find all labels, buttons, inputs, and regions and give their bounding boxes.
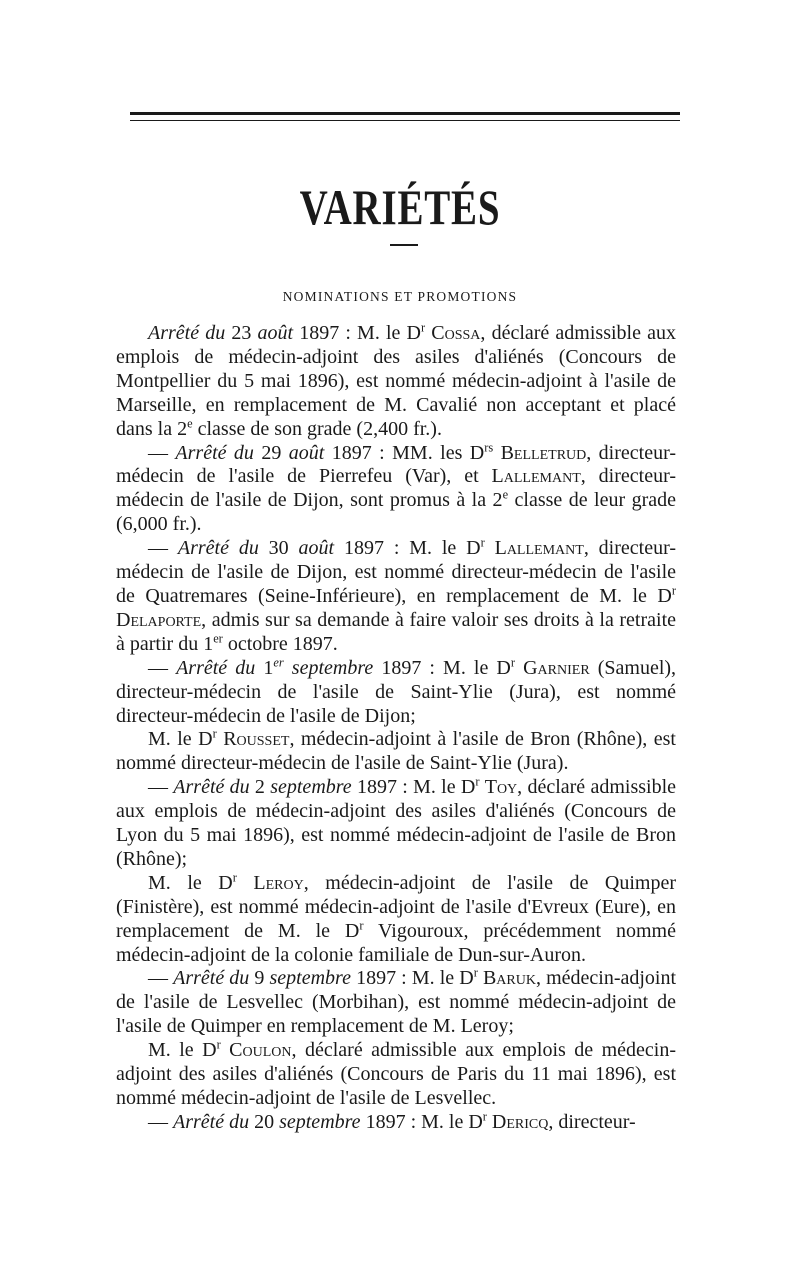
text-segment: r	[473, 965, 478, 980]
text-segment: classe de leur grade (6,000 fr.).	[116, 489, 676, 536]
text-segment: —	[148, 1110, 173, 1133]
person-name: Belletrud	[500, 441, 587, 464]
person-name: Cossa	[431, 322, 481, 344]
person-name: Lallemant	[494, 537, 584, 560]
person-name: Dericq	[491, 1110, 549, 1133]
text-segment: 1897 : MM. les D	[324, 441, 485, 464]
text-segment: , déclaré admissible aux emplois de médecin-adjoint des asiles d'aliénés (Concours de Paris du 11 mai 1896), est nommé médecin-adjoint de l'asile de Lesvellec.	[116, 1039, 676, 1109]
paragraph	[116, 728, 676, 776]
text-segment: 29	[253, 441, 289, 464]
decree-date-text: Arrêté du	[177, 537, 259, 560]
text-segment: , directeur-médecin de l'asile de Dijon, sont promus à la 2	[116, 465, 676, 512]
text-segment: r	[510, 655, 516, 670]
top-rule-thick	[130, 112, 680, 115]
text-segment: r	[359, 918, 364, 932]
paragraph	[116, 967, 676, 1039]
text-segment: 2	[249, 776, 271, 799]
paragraph	[116, 537, 676, 657]
text-segment: 1897 : M. le D	[350, 967, 474, 990]
text-segment: 1897 : M. le D	[373, 656, 511, 679]
text-segment: r	[475, 774, 480, 789]
text-segment: rs	[484, 439, 494, 454]
paragraph	[116, 657, 676, 729]
text-segment: —	[148, 656, 177, 679]
text-segment: , admis sur sa demande à faire valoir ses droits à la retraite à partir du 1	[116, 608, 676, 655]
person-name: Baruk	[482, 967, 536, 990]
paragraph	[116, 1039, 676, 1111]
text-segment: —	[148, 537, 178, 560]
person-name: Delaporte	[116, 608, 202, 631]
decree-date-text: août	[288, 441, 325, 464]
text-segment: , directeur-médecin de l'asile de Dijon, est nommé directeur-médecin de l'asile de Quatremares (Seine-Inférieure), en remplacement de M. le D	[116, 537, 676, 607]
section-heading: NOMINATIONS ET PROMOTIONS	[282, 289, 518, 304]
text-segment: (Samuel), directeur-médecin de l'asile de Saint-Ylie (Jura), est nommé directeur-médecin de l'asile de Dijon;	[116, 656, 677, 727]
text-segment: M. le D	[148, 728, 213, 751]
top-rule-thin	[130, 120, 680, 121]
decree-date-text: septembre	[269, 967, 351, 990]
text-segment: r	[671, 583, 676, 598]
title-separator	[390, 244, 418, 246]
decree-date-text: septembre	[279, 1110, 361, 1133]
text-segment: octobre 1897.	[222, 632, 338, 655]
text-segment	[237, 872, 254, 894]
decree-date-text: août	[298, 537, 335, 560]
person-name: Garnier	[523, 656, 590, 679]
decree-date-text: Arrêté du	[148, 322, 226, 344]
page-title: VARIÉTÉS	[299, 179, 501, 235]
person-name: Leroy	[253, 871, 304, 894]
decree-date-text: septembre	[283, 656, 374, 679]
text-segment: , médecin-adjoint de l'asile de Quimper (Finistère), est nommé médecin-adjoint de l'asile d'Evreux (Eure), en remplacement de M. le D	[116, 871, 676, 942]
text-segment: , directeur-médecin de l'asile de Pierrefeu (Var), et	[116, 441, 677, 488]
paragraph	[116, 439, 677, 538]
article-body	[116, 322, 676, 1135]
text-segment: 30	[258, 537, 299, 560]
person-name: Lallemant	[491, 465, 581, 488]
decree-date-text: août	[257, 322, 294, 344]
paragraph	[116, 776, 676, 872]
text-segment: 1897 : M. le D	[351, 776, 476, 799]
text-segment: Vigouroux, précédemment nommé médecin-adjoint de la colonie familiale de Dun-sur-Auron.	[116, 919, 676, 966]
decree-date-text: er	[273, 655, 284, 670]
text-segment: e	[187, 415, 193, 430]
text-segment: 1897 : M. le D	[334, 537, 481, 560]
text-segment	[221, 1039, 229, 1061]
decree-date-text: Arrêté du	[173, 776, 250, 799]
text-segment	[493, 442, 500, 464]
text-segment: 23	[225, 322, 258, 344]
paragraph	[116, 872, 676, 968]
decree-date-text: septembre	[270, 776, 352, 799]
text-segment: 20	[249, 1110, 280, 1133]
text-segment: classe de son grade (2,400 fr.).	[192, 417, 442, 440]
text-segment: M. le D	[148, 1039, 217, 1062]
text-segment: er	[213, 631, 223, 646]
text-segment: r	[216, 1037, 221, 1052]
text-segment: —	[148, 776, 174, 799]
decree-date-text: Arrêté du	[173, 1110, 250, 1133]
text-segment: , déclaré admissible aux emplois de médecin-adjoint des asiles d'aliénés (Concours de Lyon du 5 mai 1896), est nommé médecin-adjoint de l'asile de Bron (Rhône);	[116, 776, 677, 870]
paragraph	[116, 1111, 676, 1135]
decree-date-text: Arrêté du	[175, 441, 254, 464]
text-segment: r	[232, 870, 237, 885]
text-segment: , médecin-adjoint à l'asile de Bron (Rhône), est nommé directeur-médecin de l'asile de Saint-Ylie (Jura).	[116, 728, 676, 775]
text-segment: , médecin-adjoint de l'asile de Lesvellec (Morbihan), est nommé médecin-adjoint de l'asile de Quimper en remplacement de M. Leroy;	[116, 967, 677, 1038]
text-segment: 1	[255, 656, 274, 679]
text-segment: , déclaré admissible aux emplois de médecin-adjoint des asiles d'aliénés (Concours de Montpellier du 5 mai 1896), est nommé médecin-adjoint à l'asile de Marseille, en remplacement de M. Cavalié non acceptant et placé dans la 2	[116, 322, 676, 440]
text-segment: r	[480, 535, 485, 550]
text-segment: 1897 : M. le D	[293, 322, 421, 344]
decree-date-text: Arrêté du	[176, 656, 256, 679]
text-segment	[515, 657, 523, 679]
text-segment	[485, 537, 495, 559]
text-segment: r	[212, 726, 217, 741]
text-segment: 1897 : M. le D	[360, 1110, 483, 1133]
text-segment: M. le D	[148, 871, 233, 894]
text-segment: —	[148, 967, 174, 990]
text-segment: —	[148, 441, 176, 464]
person-name: Toy	[484, 776, 518, 799]
paragraph	[116, 322, 676, 442]
text-segment: , directeur-	[548, 1110, 636, 1133]
text-segment: 9	[249, 967, 270, 990]
text-segment: e	[502, 487, 509, 502]
text-segment: r	[482, 1109, 487, 1124]
decree-date-text: Arrêté du	[173, 967, 250, 990]
text-segment: r	[421, 320, 426, 335]
person-name: Coulon	[229, 1039, 292, 1062]
person-name: Rousset	[223, 728, 290, 751]
